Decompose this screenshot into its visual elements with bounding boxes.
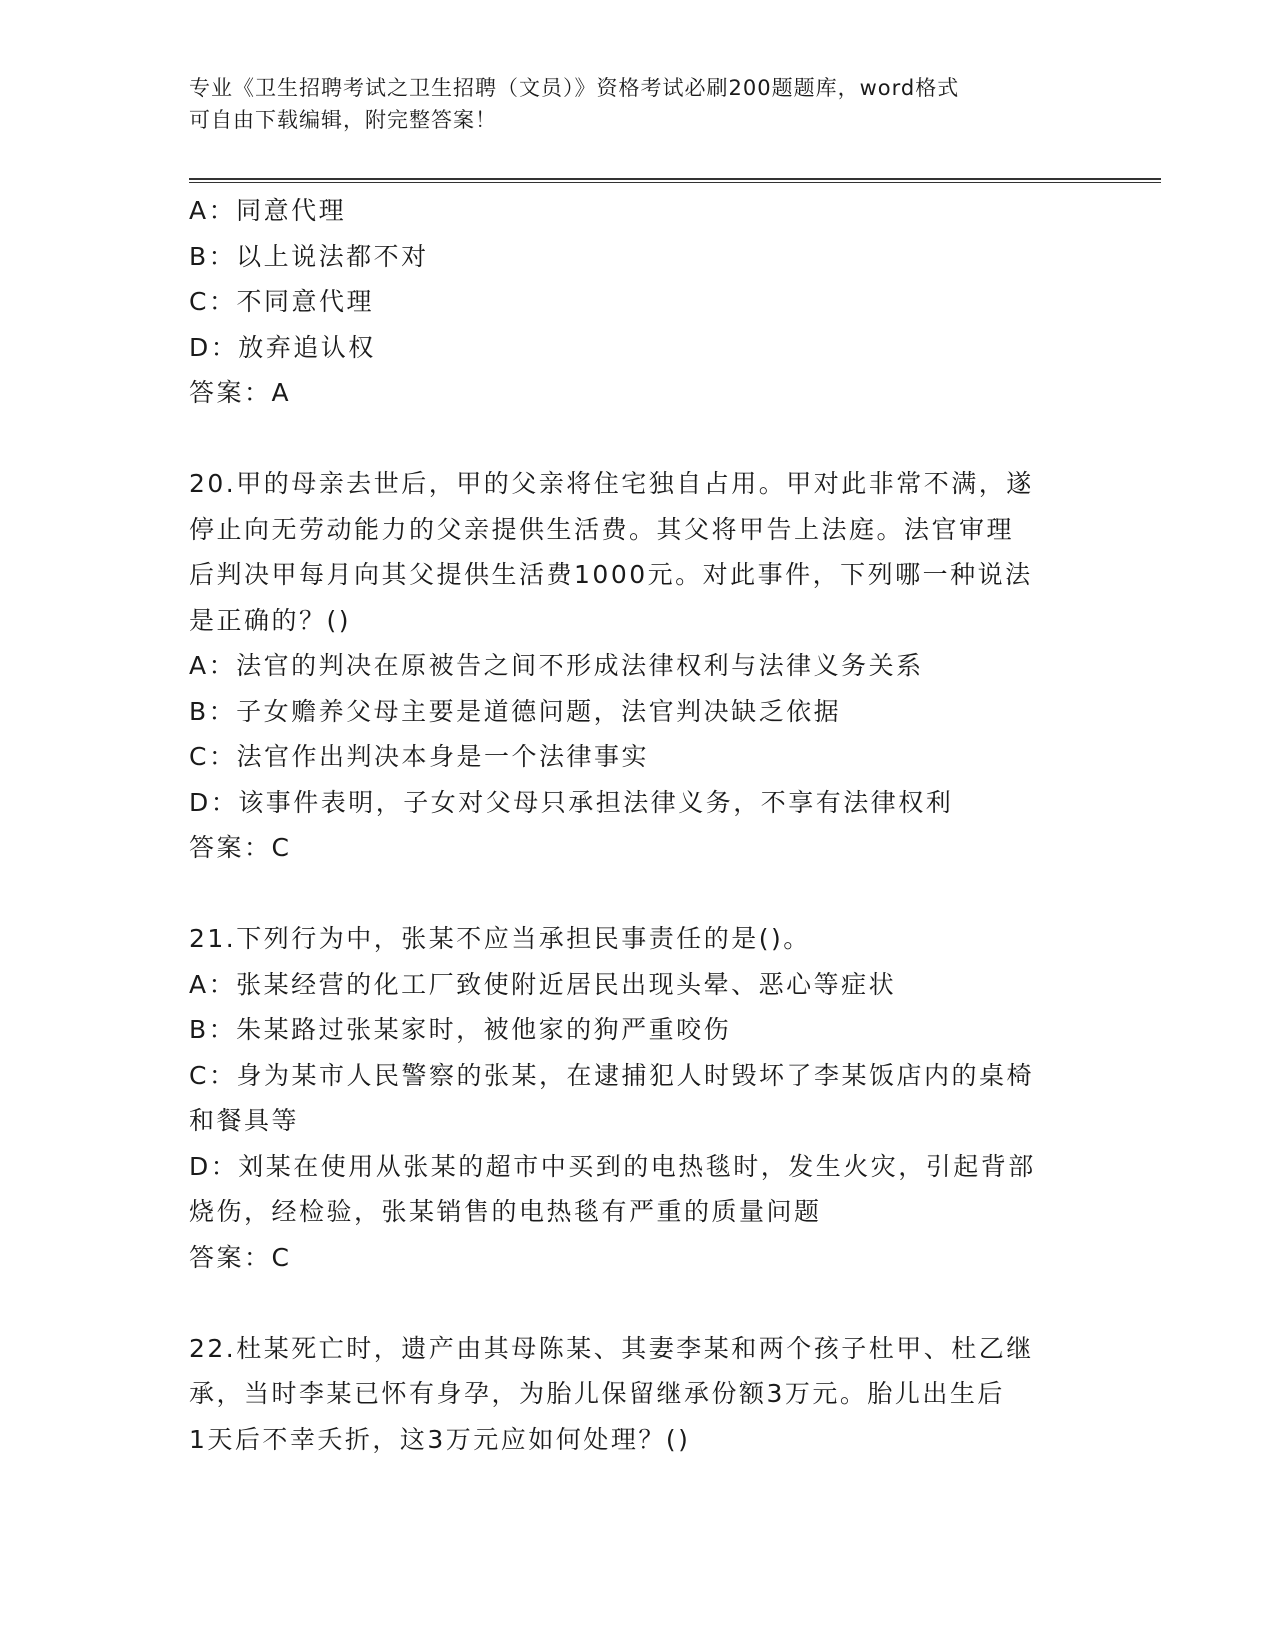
question-stem-line: 承，当时李某已怀有身孕，为胎儿保留继承份额3万元。胎儿出生后 bbox=[189, 1379, 1005, 1408]
document-body bbox=[189, 188, 1089, 1462]
answer: 答案：A bbox=[189, 378, 292, 407]
question-stem-line: 1天后不幸夭折，这3万元应如何处理？() bbox=[189, 1424, 691, 1454]
answer: 答案：C bbox=[189, 833, 292, 862]
option-b: B：子女赡养父母主要是道德问题，法官判决缺乏依据 bbox=[189, 696, 842, 726]
option-c-continued: 和餐具等 bbox=[189, 1106, 300, 1135]
option-a: A：张某经营的化工厂致使附近居民出现头晕、恶心等症状 bbox=[189, 969, 897, 999]
spacer bbox=[189, 416, 1089, 462]
option-d: D：该事件表明，子女对父母只承担法律义务，不享有法律权利 bbox=[189, 787, 954, 817]
header-divider bbox=[189, 178, 1161, 183]
previous-question bbox=[189, 188, 1089, 416]
option-a: A：法官的判决在原被告之间不形成法律权利与法律义务关系 bbox=[189, 651, 924, 680]
option-b: B：朱某路过张某家时，被他家的狗严重咬伤 bbox=[189, 1015, 732, 1044]
spacer bbox=[189, 1280, 1089, 1326]
option-b: B：以上说法都不对 bbox=[189, 241, 429, 271]
question-stem-line: 后判决甲每月向其父提供生活费1000元。对此事件，下列哪一种说法 bbox=[189, 560, 1033, 589]
answer: 答案：C bbox=[189, 1242, 292, 1272]
document-header bbox=[189, 72, 1069, 136]
question-stem-line: 21.下列行为中，张某不应当承担民事责任的是()。 bbox=[189, 924, 811, 953]
option-c: C：身为某市人民警察的张某，在逮捕犯人时毁坏了李某饭店内的桌椅 bbox=[189, 1060, 1034, 1090]
question-stem-line: 是正确的？() bbox=[189, 605, 352, 635]
question-20 bbox=[189, 461, 1089, 871]
option-a: A：同意代理 bbox=[189, 196, 347, 225]
header-line-1: 专业《卫生招聘考试之卫生招聘（文员）》资格考试必刷200题题库，word格式 bbox=[189, 76, 960, 100]
question-21 bbox=[189, 916, 1089, 1280]
spacer bbox=[189, 871, 1089, 917]
question-stem-line: 22.杜某死亡时，遗产由其母陈某、其妻李某和两个孩子杜甲、杜乙继 bbox=[189, 1333, 1034, 1363]
header-line-2: 可自由下载编辑，附完整答案！ bbox=[189, 108, 497, 132]
option-c: C：法官作出判决本身是一个法律事实 bbox=[189, 742, 649, 771]
option-d: D：刘某在使用从张某的超市中买到的电热毯时，发生火灾，引起背部 bbox=[189, 1151, 1036, 1181]
option-d-continued: 烧伤，经检验，张某销售的电热毯有严重的质量问题 bbox=[189, 1197, 822, 1226]
option-d: D：放弃追认权 bbox=[189, 332, 376, 362]
question-stem-line: 停止向无劳动能力的父亲提供生活费。其父将甲告上法庭。法官审理 bbox=[189, 514, 1015, 544]
question-stem-line: 20.甲的母亲去世后，甲的父亲将住宅独自占用。甲对此非常不满，遂 bbox=[189, 469, 1034, 498]
question-22 bbox=[189, 1326, 1089, 1463]
option-c: C：不同意代理 bbox=[189, 287, 374, 316]
